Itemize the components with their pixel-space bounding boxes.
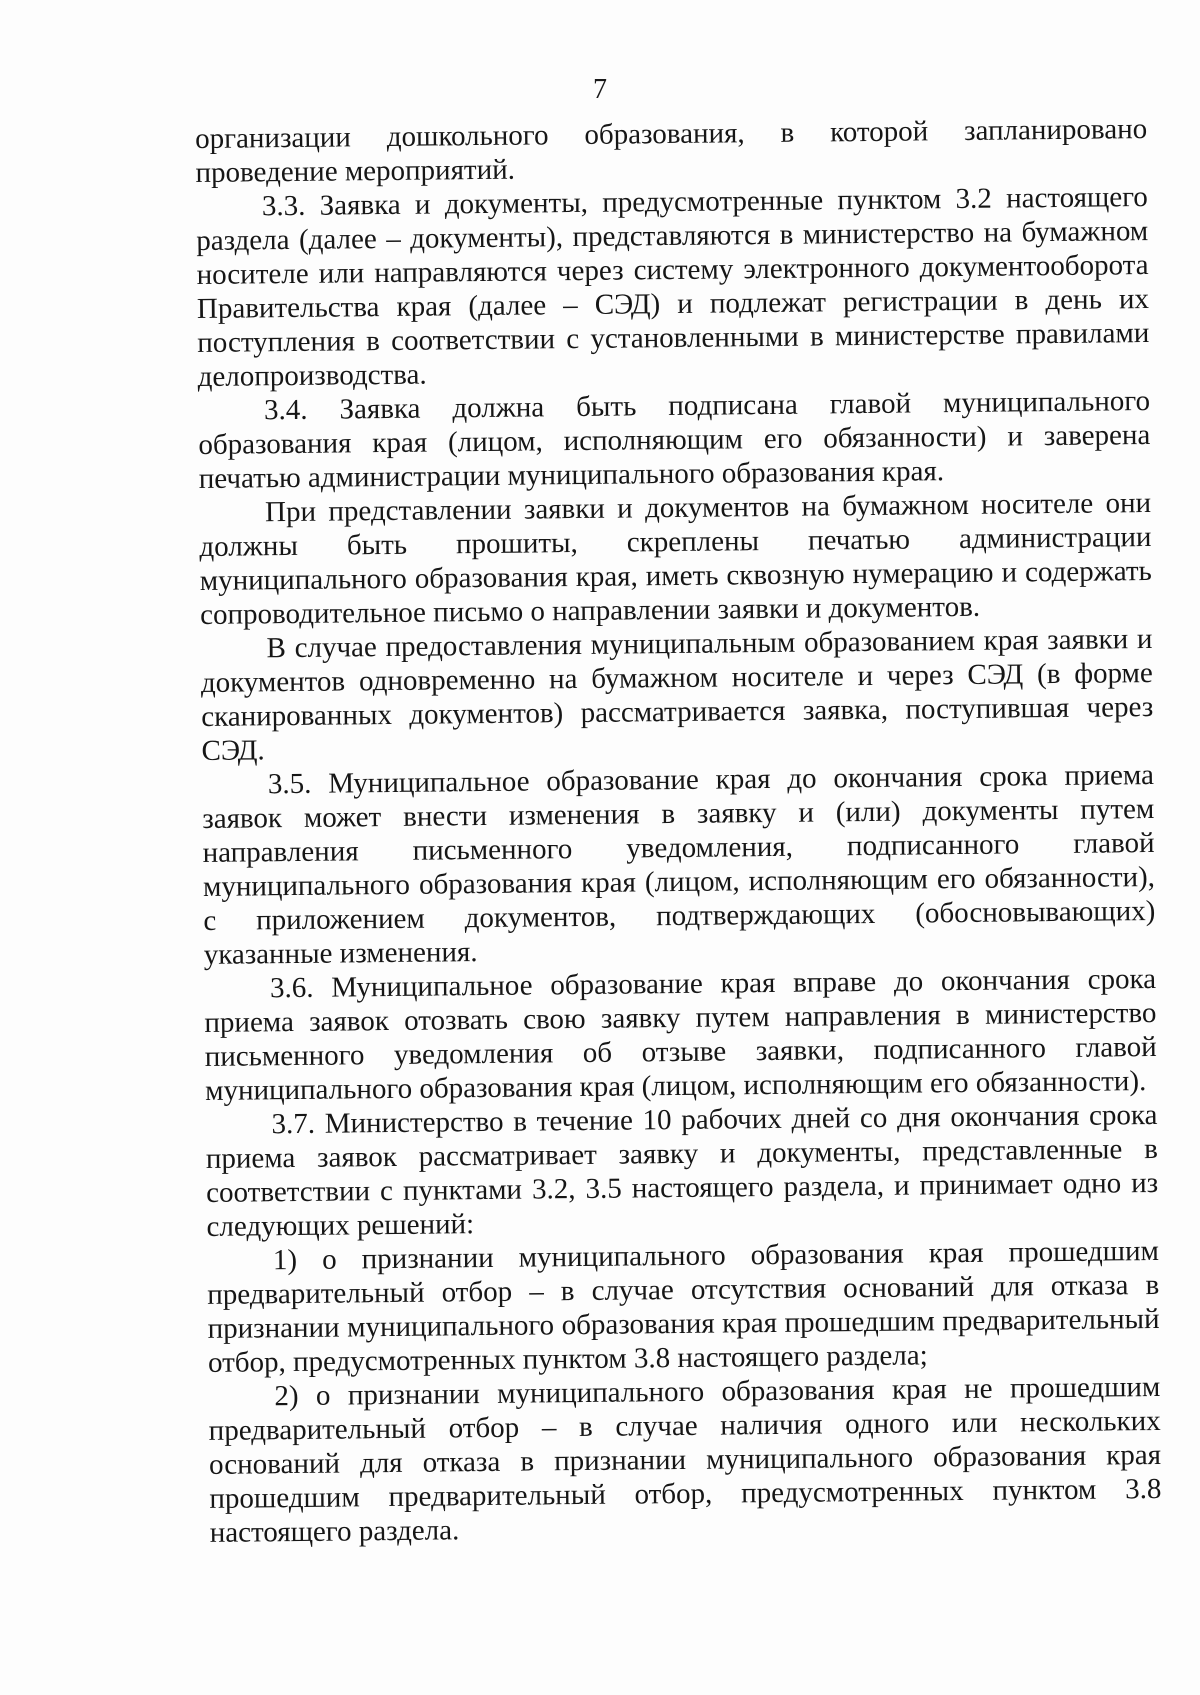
- paragraph-3-6: 3.6. Муниципальное образование края вправе до окончания срока приема заявок отозвать свою заявку путем направления в министерство письменного уведомления об отзыве заявки, подписанного главой муниципального образования края (лицом, исполняющим его обязанности).: [204, 962, 1157, 1107]
- document-body: [195, 112, 1162, 1550]
- paragraph-continuation: организации дошкольного образования, в которой запланировано проведение мероприятий.: [195, 113, 1148, 189]
- paragraph-decision-1: 1) о признании муниципального образования края прошедшим предварительный отбор – в случае отсутствия оснований для отказа в признании муниципального образования края прошедшим предварительный отбор, предусмотренных пунктом 3.8 настоящего раздела;: [207, 1234, 1160, 1379]
- paragraph-paper-submission: При представлении заявки и документов на бумажном носителе они должны быть прошиты, скреплены печатью администрации муниципального образования края, иметь сквозную нумерацию и содержать сопроводительное письмо о направлении заявки и документов.: [199, 487, 1152, 631]
- paragraph-3-3: 3.3. Заявка и документы, предусмотренные пунктом 3.2 настоящего раздела (далее – документы), представляются в министерство на бумажном носителе или направляются через систему электронного документооборота Правительства края (далее – СЭД) и подлежат регистрации в день их поступления в соответствии с установленными в министерстве правилами делопроизводства.: [196, 181, 1150, 393]
- paragraph-3-5: 3.5. Муниципальное образование края до окончания срока приема заявок может внести изменения в заявку и (или) документы путем направления письменного уведомления, подписанного главой муниципального образования края (лицом, исполняющим его обязанности), с приложением документов, подтверждающих (обосновывающих) указанные изменения.: [202, 758, 1156, 971]
- page-number: 7: [593, 74, 607, 105]
- paragraph-simultaneous-submission: В случае предоставления муниципальным образованием края заявки и документов одновременно на бумажном носителе и через СЭД (в форме сканированных документов) рассматривается заявка, поступившая через СЭД.: [200, 623, 1154, 767]
- paragraph-3-7: 3.7. Министерство в течение 10 рабочих дней со дня окончания срока приема заявок рассматривает заявку и документы, представленные в соответствии с пунктами 3.2, 3.5 настоящего раздела, и принимает одно из следующих решений:: [205, 1098, 1159, 1243]
- paragraph-decision-2: 2) о признании муниципального образования края не прошедшим предварительный отбор – в случае наличия одного или нескольких оснований для отказа в признании муниципального образования края прошедшим предварительный отбор, предусмотренных пунктом 3.8 настоящего раздела.: [208, 1370, 1162, 1549]
- paragraph-3-4: 3.4. Заявка должна быть подписана главой муниципального образования края (лицом, исполняющим его обязанности) и заверена печатью администрации муниципального образования края.: [198, 385, 1151, 495]
